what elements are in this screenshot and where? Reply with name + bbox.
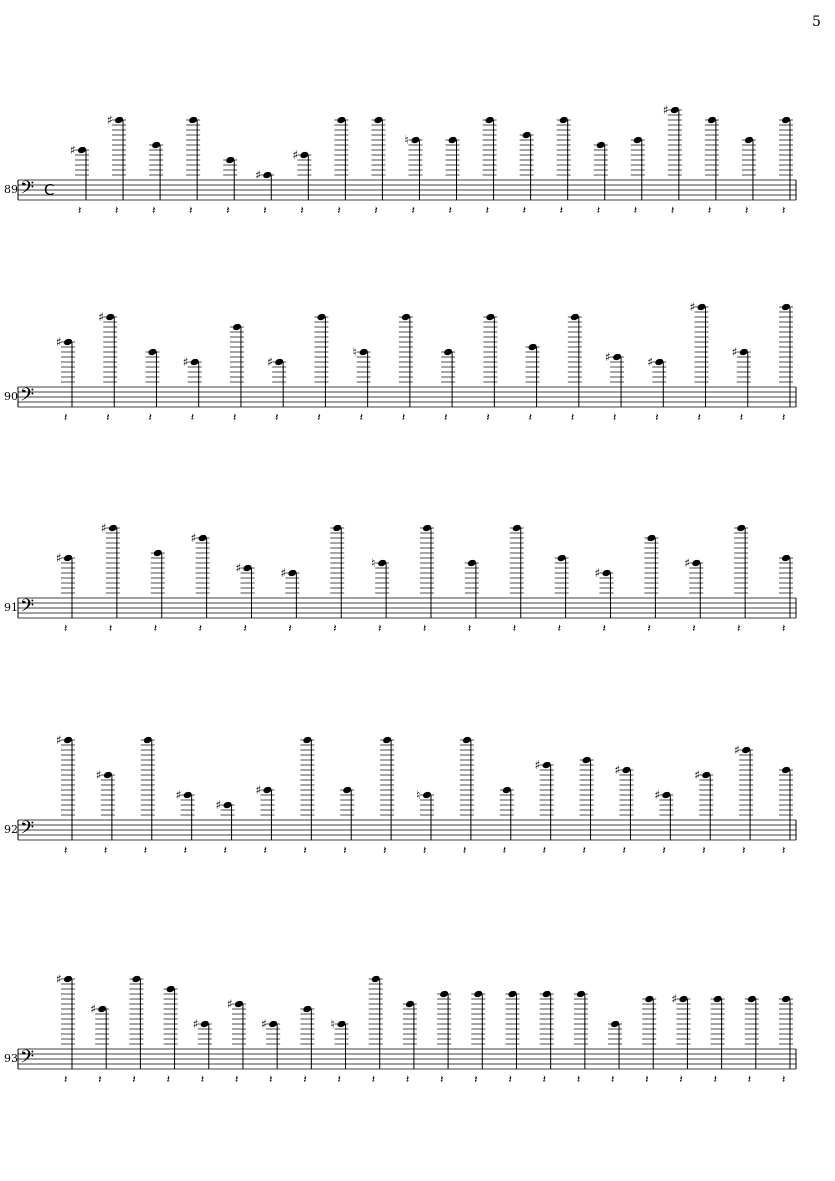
quarter-rest: 𝄽 (152, 204, 156, 217)
notehead (234, 1000, 244, 1009)
notehead (63, 554, 73, 563)
notehead (747, 995, 757, 1004)
notehead (223, 801, 233, 810)
quarter-rest: 𝄽 (782, 622, 786, 635)
notehead (612, 353, 622, 362)
quarter-rest: 𝄽 (317, 411, 321, 424)
quarter-rest: 𝄽 (739, 411, 744, 424)
notehead (422, 791, 432, 800)
sharp-sign: ♯ (605, 350, 611, 364)
sharp-sign: ♯ (235, 561, 242, 575)
quarter-rest: 𝄽 (423, 622, 427, 635)
sharp-sign: ♯ (689, 300, 696, 314)
notehead (97, 1005, 107, 1014)
bass-clef: 𝄢 (20, 178, 35, 203)
quarter-rest: 𝄽 (189, 204, 193, 217)
sharp-sign: ♯ (261, 1017, 267, 1031)
sharp-sign: ♯ (654, 788, 661, 802)
quarter-rest: 𝄽 (645, 1073, 649, 1086)
quarter-rest: 𝄽 (64, 411, 68, 424)
sharp-sign: ♯ (95, 768, 102, 782)
sharp-sign: ♯ (90, 1002, 97, 1016)
notehead (225, 156, 235, 165)
notehead (485, 116, 495, 125)
quarter-rest: 𝄽 (747, 1073, 752, 1086)
quarter-rest: 𝄽 (423, 844, 427, 857)
quarter-rest: 𝄽 (232, 411, 237, 424)
quarter-rest: 𝄽 (64, 1073, 68, 1086)
quarter-rest: 𝄽 (103, 844, 108, 857)
quarter-rest: 𝄽 (633, 204, 638, 217)
quarter-rest: 𝄽 (440, 1073, 444, 1086)
notehead (502, 786, 512, 795)
quarter-rest: 𝄽 (223, 844, 227, 857)
notehead (373, 116, 383, 125)
quarter-rest: 𝄽 (98, 1073, 102, 1086)
notehead (147, 348, 157, 357)
sharp-sign: ♯ (280, 566, 287, 580)
quarter-rest: 𝄽 (782, 844, 786, 857)
notehead (644, 995, 654, 1004)
natural-sign: ♮ (371, 556, 376, 570)
quarter-rest: 𝄽 (333, 622, 337, 635)
quarter-rest: 𝄽 (359, 411, 364, 424)
quarter-rest: 𝄽 (166, 1073, 170, 1086)
quarter-rest: 𝄽 (557, 622, 561, 635)
notehead (542, 990, 552, 999)
quarter-rest: 𝄽 (243, 622, 247, 635)
sharp-sign: ♯ (671, 992, 678, 1006)
notehead (739, 348, 749, 357)
notehead (473, 990, 483, 999)
natural-sign: ♮ (404, 133, 409, 147)
notehead (287, 569, 297, 578)
sharp-sign: ♯ (56, 972, 62, 986)
quarter-rest: 𝄽 (190, 411, 195, 424)
notehead (697, 303, 707, 312)
quarter-rest: 𝄽 (234, 1073, 239, 1086)
notehead (382, 736, 392, 745)
notehead (670, 106, 680, 115)
quarter-rest: 𝄽 (462, 844, 467, 857)
notehead (467, 559, 477, 568)
notehead (596, 141, 606, 150)
quarter-rest: 𝄽 (269, 1073, 273, 1086)
quarter-rest: 𝄽 (512, 622, 517, 635)
sharp-sign: ♯ (70, 143, 76, 157)
quarter-rest: 𝄽 (200, 1073, 205, 1086)
notehead (485, 313, 495, 322)
notehead (576, 990, 586, 999)
notehead (200, 1020, 210, 1029)
natural-sign: ♮ (352, 345, 357, 359)
quarter-rest: 𝄽 (670, 204, 675, 217)
quarter-rest: 𝄽 (737, 622, 741, 635)
quarter-rest: 𝄽 (713, 1073, 717, 1086)
notehead (462, 736, 472, 745)
quarter-rest: 𝄽 (528, 411, 532, 424)
notehead (781, 303, 791, 312)
notehead (528, 343, 538, 352)
quarter-rest: 𝄽 (64, 844, 68, 857)
sharp-sign: ♯ (267, 355, 273, 369)
sharp-sign: ♯ (192, 1017, 199, 1031)
notehead (646, 534, 656, 543)
quarter-rest: 𝄽 (613, 411, 617, 424)
quarter-rest: 𝄽 (198, 622, 202, 635)
notehead (153, 549, 163, 558)
quarter-rest: 𝄽 (559, 204, 564, 217)
notehead (274, 358, 284, 367)
quarter-rest: 𝄽 (582, 844, 586, 857)
quarter-rest: 𝄽 (337, 1073, 341, 1086)
notehead (443, 348, 453, 357)
quarter-rest: 𝄽 (263, 844, 267, 857)
notehead (105, 313, 115, 322)
notehead (557, 554, 567, 563)
sharp-sign: ♯ (98, 310, 105, 324)
quarter-rest: 𝄽 (692, 622, 696, 635)
notehead (337, 1020, 347, 1029)
notehead (654, 358, 664, 367)
sharp-sign: ♯ (100, 521, 107, 535)
quarter-rest: 𝄽 (782, 411, 786, 424)
quarter-rest: 𝄽 (288, 622, 292, 635)
sharp-sign: ♯ (255, 168, 262, 182)
quarter-rest: 𝄽 (611, 1073, 615, 1086)
quarter-rest: 𝄽 (64, 622, 68, 635)
notehead (559, 116, 569, 125)
page-number: 5 (812, 14, 821, 30)
notehead (336, 116, 346, 125)
notehead (332, 524, 342, 533)
notehead (781, 766, 791, 775)
quarter-rest: 𝄽 (275, 411, 279, 424)
quarter-rest: 𝄽 (679, 1073, 683, 1086)
sharp-sign: ♯ (731, 345, 738, 359)
sharp-sign: ♯ (215, 798, 222, 812)
quarter-rest: 𝄽 (132, 1073, 136, 1086)
sharp-sign: ♯ (56, 335, 62, 349)
notehead (512, 524, 522, 533)
quarter-rest: 𝄽 (502, 844, 507, 857)
notehead (262, 786, 272, 795)
quarter-rest: 𝄽 (343, 844, 347, 857)
measure-number: 93 (4, 1052, 18, 1065)
quarter-rest: 𝄽 (226, 204, 230, 217)
notehead (166, 985, 176, 994)
quarter-rest: 𝄽 (782, 1073, 786, 1086)
notehead (183, 791, 193, 800)
notehead (268, 1020, 278, 1029)
quarter-rest: 𝄽 (78, 204, 82, 217)
notehead (190, 358, 200, 367)
notehead (713, 995, 723, 1004)
sharp-sign: ♯ (734, 743, 740, 757)
sharp-sign: ♯ (614, 763, 621, 777)
notehead (151, 141, 161, 150)
notehead (63, 736, 73, 745)
notehead (621, 766, 631, 775)
quarter-rest: 𝄽 (522, 204, 527, 217)
natural-sign: ♮ (416, 788, 421, 802)
sharp-sign: ♯ (694, 768, 701, 782)
notehead (707, 116, 717, 125)
bass-clef: 𝄢 (20, 385, 35, 410)
quarter-rest: 𝄽 (263, 204, 267, 217)
sharp-sign: ♯ (292, 148, 299, 162)
notehead (371, 975, 381, 984)
notehead (198, 534, 208, 543)
quarter-rest: 𝄽 (542, 844, 547, 857)
notehead (741, 746, 751, 755)
quarter-rest: 𝄽 (378, 622, 382, 635)
quarter-rest: 𝄽 (183, 844, 188, 857)
quarter-rest: 𝄽 (596, 204, 601, 217)
quarter-rest: 𝄽 (622, 844, 626, 857)
measure-number: 92 (4, 823, 18, 836)
notehead (781, 116, 791, 125)
notehead (63, 338, 73, 347)
notehead (633, 136, 643, 145)
sharp-sign: ♯ (56, 733, 62, 747)
notehead (422, 524, 432, 533)
notehead (232, 323, 242, 332)
quarter-rest: 𝄽 (647, 622, 651, 635)
quarter-rest: 𝄽 (411, 204, 415, 217)
notehead (302, 1005, 312, 1014)
quarter-rest: 𝄽 (148, 411, 152, 424)
notehead (701, 771, 711, 780)
notehead (131, 975, 141, 984)
notehead (508, 990, 518, 999)
quarter-rest: 𝄽 (744, 204, 749, 217)
notehead (781, 554, 791, 563)
notehead (691, 559, 701, 568)
notehead (736, 524, 746, 533)
quarter-rest: 𝄽 (303, 1073, 307, 1086)
notehead (359, 348, 369, 357)
notehead (299, 151, 309, 160)
notehead (744, 136, 754, 145)
quarter-rest: 𝄽 (697, 411, 701, 424)
notehead (678, 995, 688, 1004)
quarter-rest: 𝄽 (570, 411, 575, 424)
measure-number: 89 (4, 183, 18, 196)
quarter-rest: 𝄽 (108, 622, 113, 635)
sharp-sign: ♯ (190, 531, 197, 545)
quarter-rest: 𝄽 (303, 844, 307, 857)
sharp-sign: ♯ (684, 556, 691, 570)
notehead (108, 524, 118, 533)
sharp-sign: ♯ (255, 783, 262, 797)
quarter-rest: 𝄽 (602, 622, 606, 635)
notehead (77, 146, 87, 155)
sharp-sign: ♯ (534, 758, 541, 772)
quarter-rest: 𝄽 (467, 622, 472, 635)
notehead (542, 761, 552, 770)
notehead (188, 116, 198, 125)
notehead (610, 1020, 620, 1029)
notehead (411, 136, 421, 145)
sharp-sign: ♯ (56, 551, 62, 565)
quarter-rest: 𝄽 (143, 844, 148, 857)
quarter-rest: 𝄽 (371, 1073, 376, 1086)
bass-clef: 𝄢 (20, 818, 35, 843)
notehead (342, 786, 352, 795)
notehead (103, 771, 113, 780)
quarter-rest: 𝄽 (742, 844, 746, 857)
quarter-rest: 𝄽 (542, 1073, 547, 1086)
quarter-rest: 𝄽 (702, 844, 706, 857)
sharp-sign: ♯ (175, 788, 182, 802)
natural-sign: ♮ (330, 1017, 335, 1031)
sharp-sign: ♯ (107, 113, 113, 127)
quarter-rest: 𝄽 (707, 204, 712, 217)
sharp-sign: ♯ (182, 355, 189, 369)
time-signature: C (44, 181, 55, 199)
sharp-sign: ♯ (647, 355, 654, 369)
notehead (302, 736, 312, 745)
quarter-rest: 𝄽 (576, 1073, 581, 1086)
quarter-rest: 𝄽 (383, 844, 387, 857)
quarter-rest: 𝄽 (374, 204, 378, 217)
quarter-rest: 𝄽 (508, 1073, 512, 1086)
quarter-rest: 𝄽 (153, 622, 158, 635)
notehead (781, 995, 791, 1004)
notehead (316, 313, 326, 322)
bass-clef: 𝄢 (20, 596, 35, 621)
notehead (582, 756, 592, 765)
notehead (143, 736, 153, 745)
quarter-rest: 𝄽 (444, 411, 448, 424)
quarter-rest: 𝄽 (106, 411, 110, 424)
notehead (448, 136, 458, 145)
quarter-rest: 𝄽 (485, 204, 489, 217)
notehead (243, 564, 253, 573)
quarter-rest: 𝄽 (474, 1073, 478, 1086)
quarter-rest: 𝄽 (300, 204, 304, 217)
quarter-rest: 𝄽 (662, 844, 666, 857)
notehead (602, 569, 612, 578)
notehead (522, 131, 532, 140)
notehead (661, 791, 671, 800)
notehead (570, 313, 580, 322)
measure-number: 91 (4, 601, 18, 614)
sharp-sign: ♯ (662, 103, 669, 117)
notehead (262, 171, 272, 180)
quarter-rest: 𝄽 (115, 204, 119, 217)
quarter-rest: 𝄽 (337, 204, 341, 217)
quarter-rest: 𝄽 (486, 411, 490, 424)
notehead (377, 559, 387, 568)
notehead (401, 313, 411, 322)
notehead (405, 1000, 415, 1009)
measure-number: 90 (4, 390, 18, 403)
quarter-rest: 𝄽 (405, 1073, 410, 1086)
quarter-rest: 𝄽 (448, 204, 452, 217)
notehead (63, 975, 73, 984)
quarter-rest: 𝄽 (782, 204, 786, 217)
quarter-rest: 𝄽 (655, 411, 659, 424)
bass-clef: 𝄢 (20, 1047, 35, 1072)
notehead (114, 116, 124, 125)
sharp-sign: ♯ (594, 566, 601, 580)
notehead (439, 990, 449, 999)
sharp-sign: ♯ (226, 997, 233, 1011)
quarter-rest: 𝄽 (401, 411, 406, 424)
